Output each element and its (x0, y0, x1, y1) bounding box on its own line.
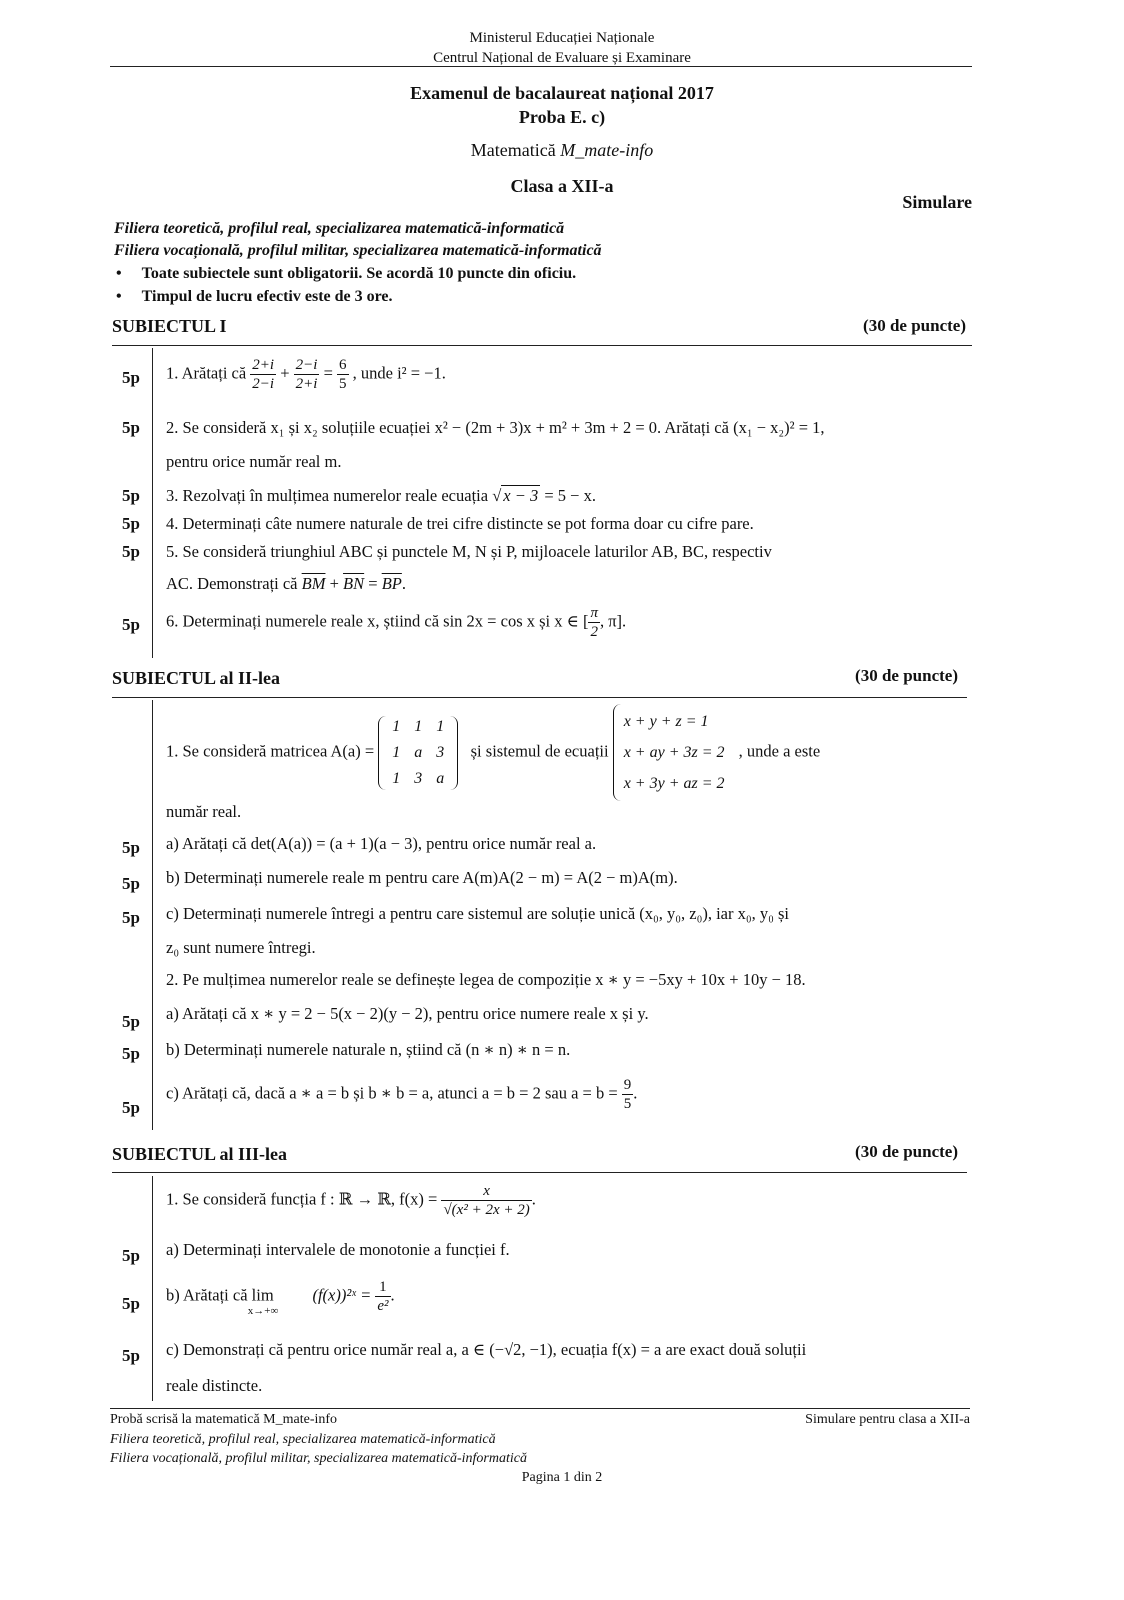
filiera-line-1: Filiera teoretică, profilul real, specializarea matematică-informatică (114, 220, 565, 237)
frac-den: 2−i (252, 376, 275, 392)
page-number: Pagina 1 din 2 (521, 1470, 603, 1485)
s2-q2c-suffix: . (633, 1083, 638, 1103)
frac-num: 9 (623, 1077, 632, 1093)
s3-b-limit-sub: x→+∞ (247, 1305, 279, 1318)
section-3-title: SUBIECTUL al III-lea (112, 1144, 288, 1164)
system-eq-2: x + ay + 3z = 2 (623, 744, 725, 761)
points-s3-b: 5p (122, 1294, 140, 1313)
s1-q1-prefix: 1. Arătați că (166, 363, 247, 383)
s1-q2-line-2: pentru orice număr real m. (166, 452, 342, 471)
matrix-cell: a (436, 769, 445, 787)
frac-num: 2+i (252, 357, 275, 373)
exam-proba: Proba E. c) (518, 107, 606, 127)
section-3-points: (30 de puncte) (855, 1142, 958, 1161)
matrix-cell: 1 (436, 717, 445, 735)
footer-right-1: Simulare pentru clasa a XII-a (805, 1412, 970, 1427)
s1-q3-suffix: = 5 − x. (540, 486, 596, 505)
ministry-name: Ministerul Educației Naționale (469, 30, 655, 46)
section-1-title: SUBIECTUL I (112, 316, 227, 336)
points-s2-b: 5p (122, 874, 140, 893)
vector-bm: $\overline{BM}$ (301, 574, 326, 593)
equation-system (613, 704, 735, 801)
s1-q6-frac (588, 604, 600, 641)
s2-q1-prefix: 1. Se consideră matricea A(a) = (166, 741, 375, 761)
frac-den: 5 (623, 1096, 632, 1112)
section-2-title: SUBIECTUL al II-lea (112, 668, 281, 688)
section-2-divider (112, 697, 967, 698)
s1-q5-line-2: AC. Demonstrați că $\overline{BM} + \overline{BN} = \overline{BP}$. (166, 574, 406, 593)
footer-left-2: Filiera teoretică, profilul real, specializarea matematică-informatică (110, 1432, 496, 1447)
s2-q2c-prefix: c) Arătați că, dacă a ∗ a = b și b ∗ b = a, atunci a = b = 2 sau a = b = (166, 1083, 618, 1103)
s3-q1-c-line-2: reale distincte. (166, 1376, 263, 1395)
matrix-cell: 3 (436, 743, 445, 761)
matrix-cell: 1 (414, 717, 423, 735)
s2-q1-a: a) Arătați că det(A(a)) = (a + 1)(a − 3), pentru orice număr real a. (166, 834, 597, 853)
frac-den: √(x² + 2x + 2) (443, 1202, 530, 1218)
section-3-margin-line (152, 1176, 153, 1401)
s1-q2-line-1: 2. Se consideră x₁ și x₂ soluțiile ecuației x² − (2m + 3)x + m² + 3m + 2 = 0. Arătați că (x₁ − x₂)² = 1, (166, 418, 825, 437)
points-s2-q2a: 5p (122, 1012, 140, 1031)
points-s1-q2: 5p (122, 418, 140, 437)
s2-q1 (166, 704, 820, 801)
bullet-2: • Timpul de lucru efectiv este de 3 ore. (116, 288, 393, 305)
exam-subject (0, 140, 1124, 161)
frac-num: π (590, 605, 598, 621)
exam-label: Simulare (902, 192, 972, 212)
system-eq-3: x + 3y + az = 2 (623, 775, 725, 792)
footer-left-1: Probă scrisă la matematică M_mate-info (110, 1412, 338, 1427)
vector-bn: $\overline{BN}$ (343, 574, 365, 593)
s3-b-expr: (f(x))²ˣ = (312, 1285, 372, 1305)
s2-q1-b: b) Determinați numerele reale m pentru care A(m)A(2 − m) = A(2 − m)A(m). (166, 868, 678, 887)
s1-q1-suffix: , unde i² = −1. (352, 363, 446, 383)
points-s1-q1: 5p (122, 368, 140, 387)
s2-q1-c-line-1: c) Determinați numerele întregi a pentru care sistemul are soluție unică (x₀, y₀, z₀), iar x₀, y₀ și (166, 904, 789, 923)
frac-den: e² (377, 1298, 389, 1314)
exam-class: Clasa a XII-a (510, 176, 614, 196)
section-3-divider (112, 1172, 967, 1173)
s1-q1-frac-1 (250, 356, 276, 393)
s1-q5-line-1: 5. Se consideră triunghiul ABC și punctele M, N și P, mijloacele laturilor AB, BC, respectiv (166, 542, 772, 561)
matrix-cell: 1 (392, 717, 401, 735)
s1-q5-prefix: AC. Demonstrați că (166, 574, 298, 593)
points-s3-c: 5p (122, 1346, 140, 1365)
frac-num: 6 (339, 357, 347, 373)
frac-num: 2−i (295, 357, 318, 373)
s1-q3-radicand: x − 3 (503, 486, 539, 505)
matrix-cell: 1 (392, 769, 401, 787)
s3-b-suffix: . (390, 1285, 395, 1305)
s2-q1-suffix: , unde a este (738, 741, 821, 761)
s2-q1-c-line-2: z₀ sunt numere întregi. (166, 938, 316, 957)
s2-q2-b: b) Determinați numerele naturale n, știind că (n ∗ n) ∗ n = n. (166, 1040, 571, 1059)
footer-left-3: Filiera vocațională, profilul militar, specializarea matematică-informatică (110, 1451, 527, 1466)
s3-q1-suffix: . (531, 1189, 536, 1209)
points-s1-q5: 5p (122, 542, 140, 561)
s1-q3-prefix: 3. Rezolvați în mulțimea numerelor reale ecuația √ (166, 486, 502, 505)
bullet-1: • Toate subiectele sunt obligatorii. Se acordă 10 puncte din oficiu. (116, 265, 577, 282)
matrix-cell: 1 (392, 743, 401, 761)
s3-q1-c-line-1: c) Demonstrați că pentru orice număr real a, a ∈ (−√2, −1), ecuația f(x) = a are exact două soluții (166, 1340, 807, 1359)
bullet-2-text: Timpul de lucru efectiv este de 3 ore. (141, 288, 393, 305)
s3-b-prefix: b) Arătați că lim (166, 1285, 274, 1305)
s2-q2-a: a) Arătați că x ∗ y = 2 − 5(x − 2)(y − 2), pentru orice numere reale x și y. (166, 1004, 649, 1023)
s2-q1-line-2: număr real. (166, 802, 242, 821)
vector-bp: $\overline{BP}$ (381, 574, 402, 593)
s1-q6 (166, 604, 626, 641)
s1-q1: 1. Arătați că $\frac{2+i}{2-i}$ + $\frac{2-i}{2+i}$ = $\frac{6}{5}$ , unde i² = −1. (166, 357, 446, 392)
exam-title: Examenul de bacalaureat național 2017 (410, 83, 714, 103)
points-s1-q4: 5p (122, 514, 140, 533)
frac-den: 2+i (295, 376, 318, 392)
subject-profile: M_mate-info (560, 140, 654, 160)
section-1-divider (112, 345, 972, 346)
s1-q6-suffix: , π]. (599, 611, 627, 631)
points-s2-c: 5p (122, 908, 140, 927)
s1-q6-prefix: 6. Determinați numerele reale x, știind că sin 2x = cos x și x ∈ [ (166, 611, 589, 631)
frac-den: 2 (590, 624, 598, 640)
s2-q2c-frac (622, 1076, 634, 1113)
points-s2-a: 5p (122, 838, 140, 857)
s3-q1-frac (441, 1182, 531, 1219)
points-s3-a: 5p (122, 1246, 140, 1265)
points-s1-q3: 5p (122, 486, 140, 505)
s3-b-frac (375, 1278, 390, 1315)
header-divider (110, 66, 972, 67)
section-2-points: (30 de puncte) (855, 666, 958, 685)
s1-q1-frac-3 (337, 356, 349, 393)
s3-q1 (166, 1182, 536, 1219)
matrix-cell: a (414, 743, 423, 761)
s3-q1-prefix: 1. Se consideră funcția f : ℝ → ℝ, f(x) = (166, 1189, 438, 1209)
frac-num: 1 (375, 1278, 390, 1297)
matrix-a (378, 716, 458, 790)
frac-num: x (441, 1182, 531, 1201)
points-s1-q6: 5p (122, 615, 140, 634)
s1-q4: 4. Determinați câte numere naturale de trei cifre distincte se pot forma doar cu cifre pare. (166, 514, 754, 533)
filiera-line-2: Filiera vocațională, profilul militar, specializarea matematică-informatică (114, 242, 602, 259)
section-1-points: (30 de puncte) (863, 316, 966, 335)
points-s2-q2b: 5p (122, 1044, 140, 1063)
s1-q3 (166, 486, 596, 506)
s3-q1-b (166, 1278, 395, 1318)
matrix-cell: 3 (414, 769, 423, 787)
s2-q2: 2. Pe mulțimea numerelor reale se definește legea de compoziție x ∗ y = −5xy + 10x + 10y − 18. (166, 970, 806, 989)
system-eq-1: x + y + z = 1 (623, 713, 709, 730)
points-s2-q2c: 5p (122, 1098, 140, 1117)
center-name: Centrul Național de Evaluare și Examinare (433, 50, 691, 66)
s2-q2-c (166, 1076, 637, 1113)
s1-q1-frac-2 (294, 356, 320, 393)
footer-divider (110, 1408, 970, 1409)
subject-prefix: Matematică (470, 140, 556, 160)
s3-q1-a: a) Determinați intervalele de monotonie a funcției f. (166, 1240, 510, 1259)
bullet-1-text: Toate subiectele sunt obligatorii. Se acordă 10 puncte din oficiu. (141, 265, 577, 282)
frac-den: 5 (339, 376, 347, 392)
s2-q1-mid: și sistemul de ecuații (470, 741, 609, 761)
